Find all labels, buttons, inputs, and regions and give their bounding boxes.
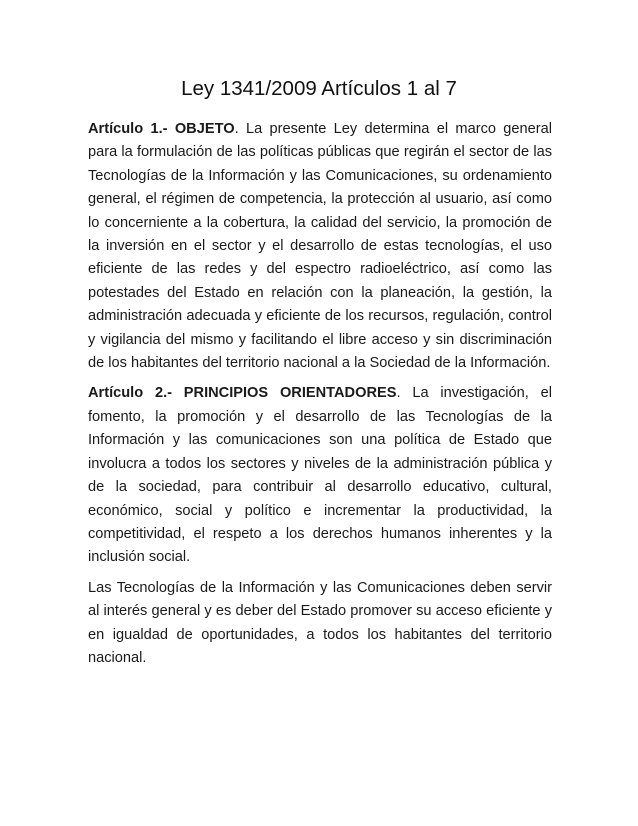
article-2-continuation-paragraph (88, 577, 552, 671)
article-2-paragraph (88, 382, 552, 569)
article-1-label: Artículo 1.- OBJETO (88, 121, 235, 137)
article-2-continuation-text: Las Tecnologías de la Información y las Comunicaciones deben servir al interés general y es deber del Estado promover su acceso eficiente y en igualdad de oportunidades, a todos los habitantes del territorio nacional. (88, 579, 552, 666)
article-1-label-period: . (234, 121, 239, 137)
article-2-text: La investigación, el fomento, la promoción y el desarrollo de las Tecnologías de la Información y las comunicaciones son una política de Estado que involucra a todos los sectores y niveles de la administración pública y de la sociedad, para contribuir al desarrollo educativo, cultural, económico, social y político e incrementar la productividad, la competitividad, el respeto a los derechos humanos inherentes y la inclusión social. (88, 385, 552, 566)
article-1-paragraph (88, 118, 552, 375)
article-1-text: La presente Ley determina el marco general para la formulación de las políticas públicas que regirán el sector de las Tecnologías de la Información y las Comunicaciones, su ordenamiento general, el régimen de competencia, la protección al usuario, así como lo concerniente a la cobertura, la calidad del servicio, la promoción de la inversión en el sector y el desarrollo de estas tecnologías, el uso eficiente de las redes y del espectro radioeléctrico, así como las potestades del Estado en relación con la planeación, la gestión, la administración adecuada y eficiente de los recursos, regulación, control y vigilancia del mismo y facilitando el libre acceso y sin discriminación de los habitantes del territorio nacional a la Sociedad de la Información. (88, 121, 552, 372)
article-2-label: Artículo 2.- PRINCIPIOS ORIENTADORES (88, 385, 397, 402)
article-2-label-period: . (396, 385, 401, 402)
document-body (88, 118, 552, 677)
document-title: Ley 1341/2009 Artículos 1 al 7 (181, 77, 457, 100)
